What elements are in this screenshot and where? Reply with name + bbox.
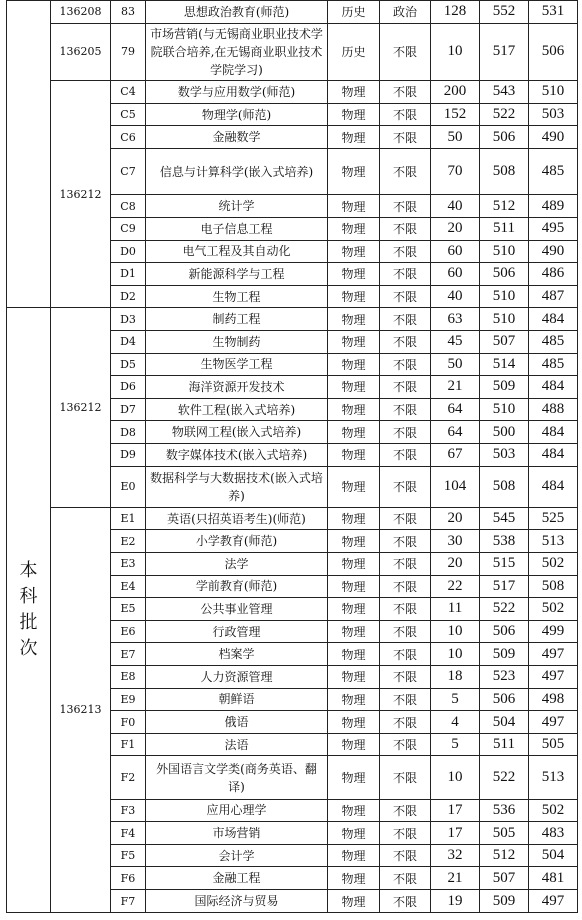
plan-count: 30	[431, 530, 480, 553]
major-name: 数据科学与大数据技术(嵌入式培养)	[146, 466, 328, 507]
major-code: D4	[111, 330, 146, 353]
primary-subject: 物理	[328, 844, 380, 867]
major-code: D5	[111, 353, 146, 376]
elective-subject: 不限	[380, 195, 431, 218]
plan-count: 10	[431, 23, 480, 81]
min-score: 505	[529, 733, 578, 756]
plan-count: 10	[431, 756, 480, 799]
batch-label: 本科批次	[19, 560, 38, 660]
group-code: 136212	[51, 81, 111, 308]
max-score: 517	[480, 23, 529, 81]
max-score: 505	[480, 822, 529, 845]
primary-subject: 物理	[328, 598, 380, 621]
plan-count: 22	[431, 575, 480, 598]
elective-subject: 不限	[380, 620, 431, 643]
elective-subject: 不限	[380, 421, 431, 444]
plan-count: 50	[431, 353, 480, 376]
plan-count: 32	[431, 844, 480, 867]
major-code: E5	[111, 598, 146, 621]
major-code: F7	[111, 890, 146, 913]
primary-subject: 物理	[328, 890, 380, 913]
plan-count: 17	[431, 799, 480, 822]
min-score: 497	[529, 711, 578, 734]
min-score: 484	[529, 376, 578, 399]
major-name: 金融数学	[146, 126, 328, 149]
primary-subject: 物理	[328, 398, 380, 421]
major-name: 档案学	[146, 643, 328, 666]
primary-subject: 物理	[328, 688, 380, 711]
max-score: 507	[480, 330, 529, 353]
primary-subject: 物理	[328, 217, 380, 240]
min-score: 525	[529, 507, 578, 530]
elective-subject: 不限	[380, 665, 431, 688]
elective-subject: 不限	[380, 598, 431, 621]
primary-subject: 物理	[328, 575, 380, 598]
primary-subject: 物理	[328, 620, 380, 643]
major-code: D3	[111, 308, 146, 331]
major-name: 电子信息工程	[146, 217, 328, 240]
major-name: 新能源科学与工程	[146, 263, 328, 286]
elective-subject: 不限	[380, 799, 431, 822]
major-name: 市场营销(与无锡商业职业技术学院联合培养,在无锡商业职业技术学院学习)	[146, 23, 328, 81]
primary-subject: 物理	[328, 867, 380, 890]
major-code: E7	[111, 643, 146, 666]
table-row	[7, 1, 578, 24]
elective-subject: 不限	[380, 733, 431, 756]
table-row	[7, 308, 578, 331]
plan-count: 45	[431, 330, 480, 353]
min-score: 510	[529, 81, 578, 104]
primary-subject: 物理	[328, 530, 380, 553]
elective-subject: 不限	[380, 822, 431, 845]
elective-subject: 不限	[380, 443, 431, 466]
max-score: 509	[480, 376, 529, 399]
plan-count: 40	[431, 285, 480, 308]
major-name: 小学教育(师范)	[146, 530, 328, 553]
primary-subject: 物理	[328, 711, 380, 734]
plan-count: 200	[431, 81, 480, 104]
elective-subject: 不限	[380, 285, 431, 308]
table-body	[7, 1, 578, 913]
max-score: 506	[480, 620, 529, 643]
elective-subject: 不限	[380, 466, 431, 507]
min-score: 498	[529, 688, 578, 711]
max-score: 510	[480, 240, 529, 263]
min-score: 513	[529, 530, 578, 553]
major-name: 生物工程	[146, 285, 328, 308]
plan-count: 17	[431, 822, 480, 845]
plan-count: 18	[431, 665, 480, 688]
major-code: 79	[111, 23, 146, 81]
elective-subject: 不限	[380, 23, 431, 81]
plan-count: 5	[431, 688, 480, 711]
major-code: E6	[111, 620, 146, 643]
major-name: 朝鲜语	[146, 688, 328, 711]
plan-count: 67	[431, 443, 480, 466]
primary-subject: 物理	[328, 466, 380, 507]
max-score: 509	[480, 890, 529, 913]
min-score: 531	[529, 1, 578, 24]
group-code: 136208	[51, 1, 111, 24]
max-score: 508	[480, 149, 529, 195]
plan-count: 20	[431, 507, 480, 530]
major-name: 英语(只招英语考生)(师范)	[146, 507, 328, 530]
elective-subject: 不限	[380, 711, 431, 734]
plan-count: 104	[431, 466, 480, 507]
max-score: 523	[480, 665, 529, 688]
max-score: 510	[480, 308, 529, 331]
primary-subject: 历史	[328, 23, 380, 81]
max-score: 514	[480, 353, 529, 376]
min-score: 485	[529, 149, 578, 195]
major-name: 金融工程	[146, 867, 328, 890]
major-code: F5	[111, 844, 146, 867]
plan-count: 11	[431, 598, 480, 621]
major-name: 外国语言文学类(商务英语、翻译)	[146, 756, 328, 799]
major-name: 数字媒体技术(嵌入式培养)	[146, 443, 328, 466]
plan-count: 70	[431, 149, 480, 195]
major-code: C5	[111, 103, 146, 126]
major-name: 学前教育(师范)	[146, 575, 328, 598]
min-score: 489	[529, 195, 578, 218]
max-score: 507	[480, 867, 529, 890]
min-score: 483	[529, 822, 578, 845]
max-score: 510	[480, 285, 529, 308]
primary-subject: 物理	[328, 507, 380, 530]
major-name: 人力资源管理	[146, 665, 328, 688]
major-code: F4	[111, 822, 146, 845]
plan-count: 20	[431, 552, 480, 575]
min-score: 490	[529, 126, 578, 149]
plan-count: 10	[431, 620, 480, 643]
plan-count: 10	[431, 643, 480, 666]
max-score: 543	[480, 81, 529, 104]
primary-subject: 物理	[328, 285, 380, 308]
major-name: 思想政治教育(师范)	[146, 1, 328, 24]
max-score: 512	[480, 195, 529, 218]
plan-count: 4	[431, 711, 480, 734]
primary-subject: 物理	[328, 149, 380, 195]
major-code: D6	[111, 376, 146, 399]
elective-subject: 政治	[380, 1, 431, 24]
major-name: 电气工程及其自动化	[146, 240, 328, 263]
primary-subject: 物理	[328, 263, 380, 286]
elective-subject: 不限	[380, 308, 431, 331]
major-code: D9	[111, 443, 146, 466]
table-row	[7, 23, 578, 81]
major-name: 物联网工程(嵌入式培养)	[146, 421, 328, 444]
min-score: 484	[529, 421, 578, 444]
max-score: 511	[480, 217, 529, 240]
group-code: 136213	[51, 507, 111, 912]
elective-subject: 不限	[380, 398, 431, 421]
min-score: 502	[529, 799, 578, 822]
plan-count: 60	[431, 263, 480, 286]
plan-count: 152	[431, 103, 480, 126]
major-code: E2	[111, 530, 146, 553]
primary-subject: 物理	[328, 733, 380, 756]
major-name: 俄语	[146, 711, 328, 734]
plan-count: 20	[431, 217, 480, 240]
major-name: 统计学	[146, 195, 328, 218]
plan-count: 21	[431, 376, 480, 399]
major-code: C7	[111, 149, 146, 195]
major-name: 会计学	[146, 844, 328, 867]
max-score: 504	[480, 711, 529, 734]
min-score: 508	[529, 575, 578, 598]
primary-subject: 物理	[328, 552, 380, 575]
min-score: 484	[529, 308, 578, 331]
major-code: F3	[111, 799, 146, 822]
elective-subject: 不限	[380, 530, 431, 553]
major-code: E1	[111, 507, 146, 530]
primary-subject: 物理	[328, 353, 380, 376]
major-code: E0	[111, 466, 146, 507]
plan-count: 64	[431, 398, 480, 421]
min-score: 488	[529, 398, 578, 421]
elective-subject: 不限	[380, 643, 431, 666]
primary-subject: 物理	[328, 643, 380, 666]
primary-subject: 物理	[328, 443, 380, 466]
elective-subject: 不限	[380, 844, 431, 867]
primary-subject: 物理	[328, 240, 380, 263]
max-score: 522	[480, 756, 529, 799]
elective-subject: 不限	[380, 240, 431, 263]
plan-count: 19	[431, 890, 480, 913]
primary-subject: 物理	[328, 308, 380, 331]
max-score: 508	[480, 466, 529, 507]
primary-subject: 物理	[328, 126, 380, 149]
major-name: 行政管理	[146, 620, 328, 643]
min-score: 485	[529, 330, 578, 353]
max-score: 517	[480, 575, 529, 598]
max-score: 503	[480, 443, 529, 466]
elective-subject: 不限	[380, 688, 431, 711]
major-code: F1	[111, 733, 146, 756]
max-score: 500	[480, 421, 529, 444]
table-row	[7, 507, 578, 530]
min-score: 497	[529, 890, 578, 913]
major-code: C9	[111, 217, 146, 240]
major-code: D2	[111, 285, 146, 308]
max-score: 511	[480, 733, 529, 756]
major-name: 法语	[146, 733, 328, 756]
min-score: 495	[529, 217, 578, 240]
max-score: 522	[480, 103, 529, 126]
min-score: 499	[529, 620, 578, 643]
elective-subject: 不限	[380, 330, 431, 353]
max-score: 506	[480, 126, 529, 149]
major-name: 物理学(师范)	[146, 103, 328, 126]
max-score: 515	[480, 552, 529, 575]
primary-subject: 物理	[328, 822, 380, 845]
plan-count: 40	[431, 195, 480, 218]
plan-count: 128	[431, 1, 480, 24]
elective-subject: 不限	[380, 263, 431, 286]
primary-subject: 物理	[328, 799, 380, 822]
major-name: 生物制药	[146, 330, 328, 353]
max-score: 512	[480, 844, 529, 867]
table-row	[7, 81, 578, 104]
primary-subject: 物理	[328, 376, 380, 399]
max-score: 538	[480, 530, 529, 553]
min-score: 497	[529, 665, 578, 688]
plan-count: 63	[431, 308, 480, 331]
min-score: 503	[529, 103, 578, 126]
major-code: F6	[111, 867, 146, 890]
plan-count: 50	[431, 126, 480, 149]
elective-subject: 不限	[380, 149, 431, 195]
min-score: 486	[529, 263, 578, 286]
major-code: E4	[111, 575, 146, 598]
major-code: C6	[111, 126, 146, 149]
min-score: 513	[529, 756, 578, 799]
major-code: E9	[111, 688, 146, 711]
min-score: 502	[529, 598, 578, 621]
major-code: F2	[111, 756, 146, 799]
major-code: D7	[111, 398, 146, 421]
max-score: 522	[480, 598, 529, 621]
primary-subject: 物理	[328, 103, 380, 126]
major-code: E3	[111, 552, 146, 575]
major-code: D1	[111, 263, 146, 286]
plan-count: 5	[431, 733, 480, 756]
primary-subject: 物理	[328, 756, 380, 799]
major-name: 国际经济与贸易	[146, 890, 328, 913]
major-name: 软件工程(嵌入式培养)	[146, 398, 328, 421]
max-score: 536	[480, 799, 529, 822]
primary-subject: 历史	[328, 1, 380, 24]
max-score: 510	[480, 398, 529, 421]
primary-subject: 物理	[328, 665, 380, 688]
min-score: 484	[529, 443, 578, 466]
max-score: 552	[480, 1, 529, 24]
major-name: 信息与计算科学(嵌入式培养)	[146, 149, 328, 195]
major-name: 数学与应用数学(师范)	[146, 81, 328, 104]
major-code: D8	[111, 421, 146, 444]
major-name: 海洋资源开发技术	[146, 376, 328, 399]
major-name: 应用心理学	[146, 799, 328, 822]
elective-subject: 不限	[380, 867, 431, 890]
min-score: 487	[529, 285, 578, 308]
major-name: 生物医学工程	[146, 353, 328, 376]
plan-count: 60	[431, 240, 480, 263]
major-code: 83	[111, 1, 146, 24]
elective-subject: 不限	[380, 376, 431, 399]
group-code: 136212	[51, 308, 111, 507]
primary-subject: 物理	[328, 195, 380, 218]
admissions-score-table	[6, 0, 578, 913]
batch-cell	[7, 1, 51, 308]
elective-subject: 不限	[380, 552, 431, 575]
min-score: 502	[529, 552, 578, 575]
major-name: 市场营销	[146, 822, 328, 845]
min-score: 484	[529, 466, 578, 507]
primary-subject: 物理	[328, 81, 380, 104]
major-code: D0	[111, 240, 146, 263]
elective-subject: 不限	[380, 81, 431, 104]
plan-count: 21	[431, 867, 480, 890]
elective-subject: 不限	[380, 353, 431, 376]
elective-subject: 不限	[380, 217, 431, 240]
major-name: 公共事业管理	[146, 598, 328, 621]
major-code: E8	[111, 665, 146, 688]
min-score: 504	[529, 844, 578, 867]
group-code: 136205	[51, 23, 111, 81]
elective-subject: 不限	[380, 756, 431, 799]
elective-subject: 不限	[380, 507, 431, 530]
elective-subject: 不限	[380, 126, 431, 149]
min-score: 481	[529, 867, 578, 890]
primary-subject: 物理	[328, 421, 380, 444]
max-score: 506	[480, 688, 529, 711]
min-score: 497	[529, 643, 578, 666]
max-score: 545	[480, 507, 529, 530]
max-score: 509	[480, 643, 529, 666]
major-name: 制药工程	[146, 308, 328, 331]
elective-subject: 不限	[380, 890, 431, 913]
major-name: 法学	[146, 552, 328, 575]
min-score: 485	[529, 353, 578, 376]
batch-cell	[7, 308, 51, 913]
major-code: C8	[111, 195, 146, 218]
major-code: F0	[111, 711, 146, 734]
elective-subject: 不限	[380, 103, 431, 126]
min-score: 490	[529, 240, 578, 263]
plan-count: 64	[431, 421, 480, 444]
min-score: 506	[529, 23, 578, 81]
major-code: C4	[111, 81, 146, 104]
primary-subject: 物理	[328, 330, 380, 353]
elective-subject: 不限	[380, 575, 431, 598]
max-score: 506	[480, 263, 529, 286]
